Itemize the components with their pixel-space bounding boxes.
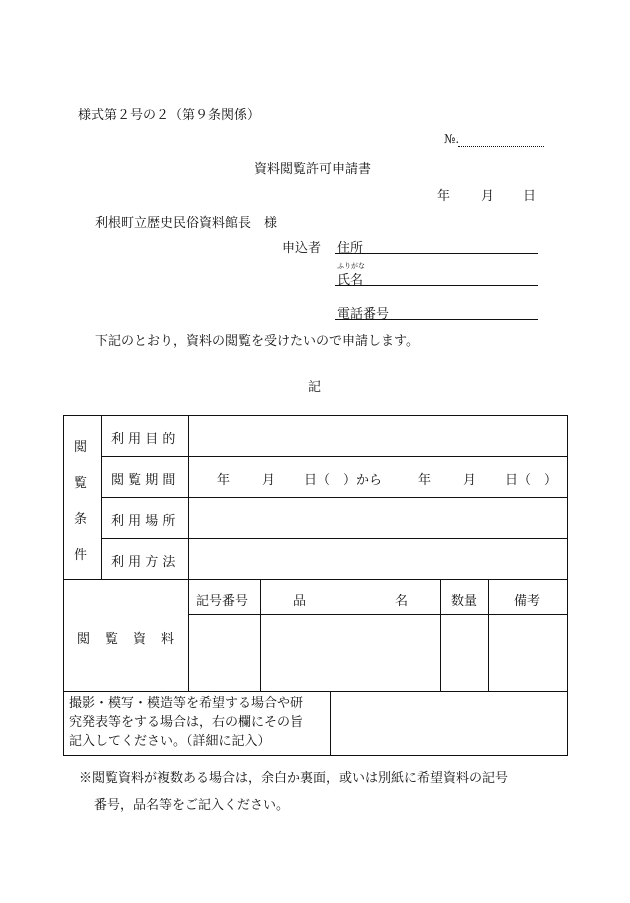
photo-text-3: 記入してください。（詳細に記入） [69,734,271,749]
date-year: 年 [437,189,451,204]
application-table [63,415,568,756]
name-label: 氏名 [337,273,364,288]
period-month-2: 月 [463,473,477,488]
note-line-1: ※閲覧資料が複数ある場合は，余白か裏面，或いは別紙に希望資料の記号 [79,771,509,786]
addressee: 利根町立歴史民俗資料館長 様 [95,216,278,231]
quantity-field[interactable] [441,615,488,691]
photo-details-field[interactable] [331,692,567,755]
photo-text-2: 究発表等をする場合は，右の欄にその旨 [69,715,304,730]
item-name-field[interactable] [261,615,440,691]
photo-text-1: 撮影・模写・模造等を希望する場合や研 [69,696,304,711]
conditions-char-1: 閲 [74,440,88,455]
col-name-header-2: 名 [395,594,409,609]
address-label: 住所 [337,241,364,256]
date-month: 月 [481,189,495,204]
applicant-label: 申込者 [282,241,322,256]
place-field[interactable] [189,498,567,538]
period-year-1: 年 [217,473,231,488]
form-number: 様式第２号の２（第９条関係） [78,108,261,123]
name-ruby: ふりがな [337,262,365,270]
conditions-char-3: 条 [74,512,88,527]
col-qty-header: 数量 [451,594,478,609]
date-day: 日 [523,189,537,204]
col-remarks-header: 備考 [514,594,541,609]
address-field[interactable] [335,253,538,254]
remarks-field[interactable] [489,615,567,691]
note-line-2: 番号，品名等をご記入ください。 [94,798,290,813]
conditions-char-2: 覧 [74,476,88,491]
phone-label: 電話番号 [337,307,390,322]
period-day-1: 日（ ）から [304,473,383,488]
col-code-header: 記号番号 [196,594,249,609]
purpose-field[interactable] [189,416,567,456]
phone-field[interactable] [335,319,538,320]
ki-heading: 記 [308,380,322,395]
code-field[interactable] [189,615,260,691]
number-label: №. [444,132,460,146]
col-name-header-1: 品 [293,594,307,609]
period-label: 閲 覧 期 間 [111,473,176,488]
number-field[interactable] [458,146,544,147]
method-field[interactable] [189,539,567,579]
request-text: 下記のとおり，資料の閲覧を受けたいので申請します。 [95,334,419,349]
place-label: 利 用 場 所 [111,514,176,529]
form-title: 資料閲覧許可申請書 [254,162,372,177]
materials-label: 閲 覧 資 料 [77,632,176,647]
purpose-label: 利 用 目 的 [111,432,176,447]
method-label: 利 用 方 法 [111,555,176,570]
period-month-1: 月 [262,473,276,488]
name-field[interactable] [335,285,538,286]
conditions-char-4: 件 [74,548,88,563]
period-day-2: 日（ ） [505,473,558,488]
period-year-2: 年 [418,473,432,488]
